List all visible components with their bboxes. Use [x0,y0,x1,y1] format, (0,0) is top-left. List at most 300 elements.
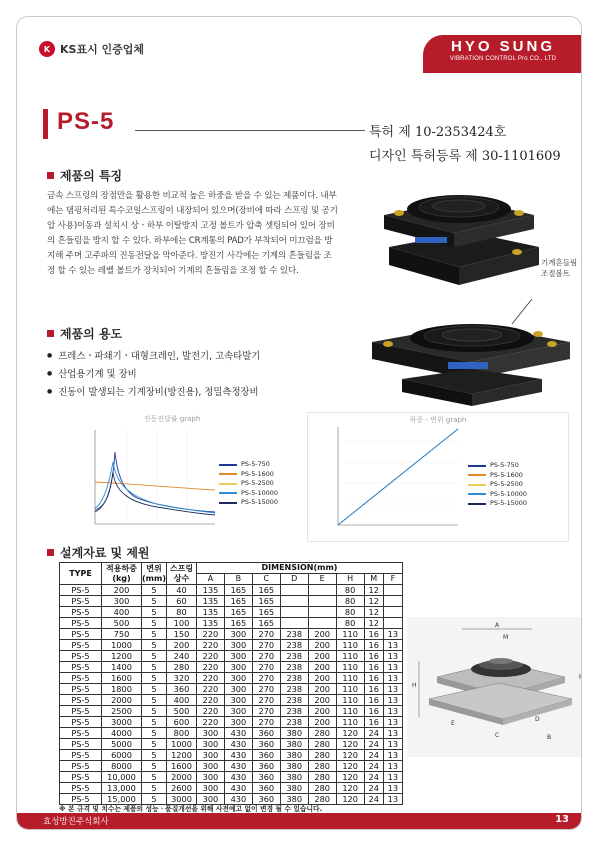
table-row [60,673,403,684]
col-f: F [383,574,402,585]
table-cell: 1800 [102,684,142,695]
table-cell: 238 [280,706,308,717]
table-cell: 110 [336,629,364,640]
table-cell: 24 [364,794,383,805]
table-cell: 360 [252,794,280,805]
table-cell: 5 [142,750,167,761]
table-cell: 300 [224,629,252,640]
legend-entry: PS-5-2500 [219,479,278,489]
col-a: A [196,574,224,585]
table-cell: 135 [196,596,224,607]
page-number: 13 [555,814,569,825]
dim-label-c: C [495,732,500,739]
table-row [60,629,403,640]
table-cell: 270 [252,651,280,662]
table-cell: 110 [336,684,364,695]
table-row [60,585,403,596]
table-row [60,662,403,673]
col-e: E [308,574,336,585]
dim-label-f: F [579,674,583,681]
table-cell: 430 [224,761,252,772]
spec-table-body [60,585,403,805]
spec-heading-text: 설계자료 및 제원 [60,546,150,560]
table-cell: 100 [166,618,196,629]
table-cell: 110 [336,673,364,684]
table-cell: 5 [142,607,167,618]
table-cell: 380 [280,772,308,783]
table-cell: 300 [196,783,224,794]
table-cell: 3000 [102,717,142,728]
dim-label-e: E [451,720,455,727]
legend-entry: PS-5-15000 [219,498,278,508]
table-cell: 750 [102,629,142,640]
table-cell: 5 [142,629,167,640]
series-line-15000 [95,472,215,515]
table-cell: 16 [364,640,383,651]
table-cell: 165 [252,585,280,596]
table-cell: 360 [252,728,280,739]
table-cell: 200 [308,629,336,640]
table-cell: 280 [308,750,336,761]
brand-subtitle: VIBRATION CONTROL Pro CO., LTD [449,56,557,62]
table-cell: 300 [196,772,224,783]
table-cell: 238 [280,673,308,684]
table-cell [280,596,308,607]
table-cell: 80 [336,618,364,629]
table-cell [383,618,402,629]
table-cell: 270 [252,717,280,728]
table-row [60,750,403,761]
table-row [60,618,403,629]
table-cell: 1200 [166,750,196,761]
table-cell: 13 [383,728,402,739]
table-cell: 380 [280,783,308,794]
table-cell: 13,000 [102,783,142,794]
table-cell: 13 [383,794,402,805]
table-cell: 300 [224,684,252,695]
table-cell: 430 [224,728,252,739]
table-cell [383,585,402,596]
table-cell: 320 [166,673,196,684]
table-cell: 13 [383,695,402,706]
table-cell: 300 [196,750,224,761]
table-cell: 238 [280,651,308,662]
table-cell: 165 [252,596,280,607]
table-cell: 24 [364,772,383,783]
table-cell: 380 [280,761,308,772]
table-cell: 60 [166,596,196,607]
table-cell: 220 [196,695,224,706]
table-cell: PS-5 [60,772,102,783]
table-cell: 300 [224,651,252,662]
table-cell [308,585,336,596]
table-cell: 5 [142,772,167,783]
table-cell: 360 [166,684,196,695]
table-cell: 120 [336,739,364,750]
chart-title: 진동전달률 graph [143,415,201,423]
table-cell: 13 [383,706,402,717]
page-frame [16,16,582,830]
table-cell: PS-5 [60,629,102,640]
dimension-diagram [407,617,582,757]
table-cell: 1000 [166,739,196,750]
table-row [60,684,403,695]
table-cell [383,607,402,618]
col-displacement: 변위 (mm) [142,563,166,583]
table-cell: 200 [308,706,336,717]
table-cell: 238 [280,717,308,728]
brand-block [423,35,582,73]
table-cell: 360 [252,739,280,750]
table-cell: 120 [336,761,364,772]
table-cell: 135 [196,607,224,618]
table-cell: 200 [308,651,336,662]
table-cell: 5 [142,695,167,706]
table-cell: PS-5 [60,794,102,805]
table-cell: 1400 [102,662,142,673]
table-cell: 5 [142,651,167,662]
table-cell: 300 [102,596,142,607]
spec-table [59,562,403,805]
ks-label: KS표시 인증업체 [60,43,145,56]
table-cell: PS-5 [60,651,102,662]
table-cell: 220 [196,684,224,695]
uses-list [47,347,260,401]
table-cell: 13 [383,629,402,640]
features-heading-text: 제품의 특징 [60,169,123,183]
table-cell: 500 [102,618,142,629]
table-cell: 200 [102,585,142,596]
table-cell: 13 [383,772,402,783]
table-cell: 2600 [166,783,196,794]
table-cell: 300 [224,640,252,651]
table-cell: 500 [166,706,196,717]
table-cell: 165 [224,585,252,596]
table-cell: 80 [336,585,364,596]
section-bullet-icon [47,549,54,556]
col-dimension: DIMENSION(mm) [196,563,402,574]
leveling-bolt-callout: 기계흔들림 조절볼트 [541,258,578,278]
table-cell: 360 [252,783,280,794]
table-cell: 280 [308,728,336,739]
table-cell: 1600 [102,673,142,684]
table-cell: 24 [364,750,383,761]
list-item: ● 프레스ㆍ파쇄기ㆍ대형크레인, 발전기, 고속타발기 [47,347,260,365]
table-cell: 5 [142,673,167,684]
table-cell: 270 [252,640,280,651]
table-row [60,596,403,607]
table-cell: 430 [224,750,252,761]
features-text: 금속 스프링의 장점만을 활용한 비교적 높은 하중을 받을 수 있는 제품이다. 내부에는 댐핑처리된 특수코일스프링이 내장되어 있으며(장비에 따라 스프링 및 공기압 사용)이동과 설치시 상ㆍ하부 이탈방지 고정 볼트가 압축 셋팅되어 있어 장비의 흔들림을 방지 할 수 있다. 하부에는 CR계통의 PAD가 부착되어 미끄럼을 방지해 주며 고주파의 진동전달을 막아준다. 방진기 사각에는 기계의 흔들림을 조정 할 수 있는 레벨 볼트가 장치되어 기계의 흔들림을 조정 할 수 있다. [47,191,338,276]
table-cell: 400 [166,695,196,706]
table-cell: 24 [364,761,383,772]
table-cell: 13 [383,739,402,750]
table-cell: PS-5 [60,585,102,596]
ks-logo-icon: K [39,41,55,57]
load-displacement-chart-area [308,413,570,543]
section-bullet-icon [47,172,54,179]
table-cell: 165 [224,607,252,618]
table-cell: 120 [336,750,364,761]
table-cell: 135 [196,618,224,629]
table-cell: 300 [224,695,252,706]
uses-heading-text: 제품의 용도 [60,327,123,341]
table-cell: 360 [252,750,280,761]
table-cell: 120 [336,794,364,805]
table-cell: 238 [280,629,308,640]
table-cell: 200 [308,673,336,684]
table-cell: 280 [308,772,336,783]
table-cell: 13 [383,750,402,761]
table-cell: 16 [364,662,383,673]
table-cell: 5 [142,761,167,772]
legend [219,460,278,508]
table-cell: 80 [336,607,364,618]
list-item: ● 산업용기계 및 장비 [47,365,260,383]
table-cell: 4000 [102,728,142,739]
product-photo-bottom [362,294,580,409]
table-cell: 120 [336,772,364,783]
table-cell: 24 [364,739,383,750]
table-cell: 24 [364,783,383,794]
product-photo-top [369,177,544,292]
col-spring-constant: 스프링 상수 [166,563,196,585]
dim-label-h: H [412,682,417,689]
table-cell: 300 [224,717,252,728]
table-cell: 110 [336,695,364,706]
ks-certification [39,41,144,57]
table-cell: 16 [364,629,383,640]
table-cell: 80 [166,607,196,618]
table-cell: 165 [224,618,252,629]
table-cell: 280 [308,783,336,794]
col-load: 적용하중 (kg) [102,563,142,585]
table-cell: 13 [383,640,402,651]
table-cell: 5 [142,585,167,596]
title-underline [135,130,365,131]
section-bullet-icon [47,330,54,337]
patent-number: 특허 제 10-2353424호 [369,125,507,140]
table-cell: 380 [280,794,308,805]
table-cell: 270 [252,673,280,684]
table-cell: 16 [364,717,383,728]
col-d: D [280,574,308,585]
table-cell: 13 [383,684,402,695]
table-cell: 16 [364,706,383,717]
table-cell: 270 [252,629,280,640]
features-heading [47,167,122,184]
chart-title: 하중 - 변위 graph [409,416,467,424]
table-cell: 16 [364,695,383,706]
table-cell: 220 [196,629,224,640]
table-cell: 400 [102,607,142,618]
table-cell: 16 [364,673,383,684]
table-cell: PS-5 [60,596,102,607]
table-cell: 3000 [166,794,196,805]
table-cell: 2000 [166,772,196,783]
table-cell: PS-5 [60,739,102,750]
company-name: 효성방진주식회사 [43,817,109,827]
table-cell: 2500 [102,706,142,717]
table-cell: 110 [336,706,364,717]
table-cell: 13 [383,651,402,662]
table-cell: 200 [308,695,336,706]
table-cell: 1000 [102,640,142,651]
legend [468,461,527,509]
table-cell: PS-5 [60,706,102,717]
legend-entry: PS-5-15000 [468,499,527,509]
table-cell [308,596,336,607]
table-cell [308,618,336,629]
table-cell: 12 [364,585,383,596]
table-cell: 270 [252,662,280,673]
series-line-1600 [95,482,215,490]
table-cell: 380 [280,728,308,739]
table-cell: 240 [166,651,196,662]
table-cell: 1200 [102,651,142,662]
list-item: ● 진동이 발생되는 기계장비(방진용), 정밀측정장비 [47,383,260,401]
table-cell [280,585,308,596]
table-cell: 1600 [166,761,196,772]
table-cell: 380 [280,739,308,750]
table-cell: 13 [383,783,402,794]
table-cell: 13 [383,662,402,673]
table-cell: 5 [142,717,167,728]
table-cell: 280 [308,761,336,772]
table-cell: 12 [364,596,383,607]
dim-label-b: B [547,734,552,741]
table-cell: PS-5 [60,728,102,739]
table-cell: 5 [142,662,167,673]
table-cell: 5 [142,783,167,794]
table-cell: 220 [196,651,224,662]
table-cell: 380 [280,750,308,761]
table-cell [280,618,308,629]
table-cell: 16 [364,684,383,695]
table-cell: 5 [142,728,167,739]
dim-label-m: M [503,634,509,641]
table-cell [280,607,308,618]
legend-entry: PS-5-1600 [219,470,278,480]
table-cell: PS-5 [60,673,102,684]
table-cell: 8000 [102,761,142,772]
table-cell: PS-5 [60,662,102,673]
table-row [60,640,403,651]
table-row [60,739,403,750]
table-cell: 430 [224,783,252,794]
legend-entry: PS-5-750 [219,460,278,470]
dim-label-d: D [535,716,540,723]
table-cell: 270 [252,706,280,717]
table-cell: PS-5 [60,695,102,706]
table-cell: 220 [196,706,224,717]
table-row [60,651,403,662]
table-cell: 200 [308,640,336,651]
design-patent-number: 디자인 특허등록 제 30-1101609 [369,149,561,164]
legend-entry: PS-5-2500 [468,480,527,490]
table-cell: 80 [336,596,364,607]
table-cell: 165 [252,618,280,629]
brand-name: HYO SUNG [450,38,555,55]
table-cell: 200 [166,640,196,651]
table-cell: 220 [196,717,224,728]
dim-label-a: A [495,622,500,629]
table-cell: 360 [252,761,280,772]
table-row [60,706,403,717]
table-cell: 16 [364,651,383,662]
table-cell: 5 [142,640,167,651]
table-cell: 24 [364,728,383,739]
page-header [17,17,582,77]
table-cell: PS-5 [60,607,102,618]
table-cell [308,607,336,618]
table-cell: 150 [166,629,196,640]
table-cell: 300 [196,728,224,739]
legend-entry: PS-5-10000 [468,490,527,500]
table-cell: 40 [166,585,196,596]
table-cell: 13 [383,673,402,684]
table-cell: 135 [196,585,224,596]
table-cell: 300 [196,739,224,750]
table-row [60,783,403,794]
table-cell: PS-5 [60,640,102,651]
table-cell: 110 [336,640,364,651]
table-cell: 110 [336,651,364,662]
table-cell: 6000 [102,750,142,761]
table-cell: 5 [142,706,167,717]
table-cell: 430 [224,739,252,750]
table-cell: 220 [196,640,224,651]
title-accent-bar [43,109,48,139]
table-cell: 280 [308,739,336,750]
table-row [60,607,403,618]
col-type: TYPE [60,563,102,585]
table-cell: 165 [252,607,280,618]
table-cell: 200 [308,662,336,673]
col-m: M [364,574,383,585]
table-cell: 15,000 [102,794,142,805]
disclaimer-note: ※ 본 규격 및 치수는 제품의 성능ㆍ품질개선을 위해 사전예고 없이 변경 될 수 있습니다. [59,805,323,813]
uses-heading [47,325,122,342]
table-cell: 13 [383,761,402,772]
table-cell: 5 [142,684,167,695]
table-cell: 13 [383,717,402,728]
table-row [60,772,403,783]
table-cell: 270 [252,695,280,706]
table-cell: 220 [196,662,224,673]
table-cell: 5 [142,739,167,750]
table-cell: 220 [196,673,224,684]
table-cell: 600 [166,717,196,728]
legend-entry: PS-5-750 [468,461,527,471]
page-footer [17,813,582,829]
table-row [60,761,403,772]
table-cell: 300 [224,706,252,717]
table-row [60,728,403,739]
table-cell: 110 [336,717,364,728]
col-h: H [336,574,364,585]
table-cell: 238 [280,662,308,673]
col-c: C [252,574,280,585]
table-cell: 430 [224,772,252,783]
product-title: PS-5 [57,108,115,135]
table-cell: 120 [336,728,364,739]
load-displacement-graph [307,412,569,542]
table-cell: 120 [336,783,364,794]
table-cell: 280 [308,794,336,805]
table-cell: 280 [166,662,196,673]
table-cell: 238 [280,640,308,651]
